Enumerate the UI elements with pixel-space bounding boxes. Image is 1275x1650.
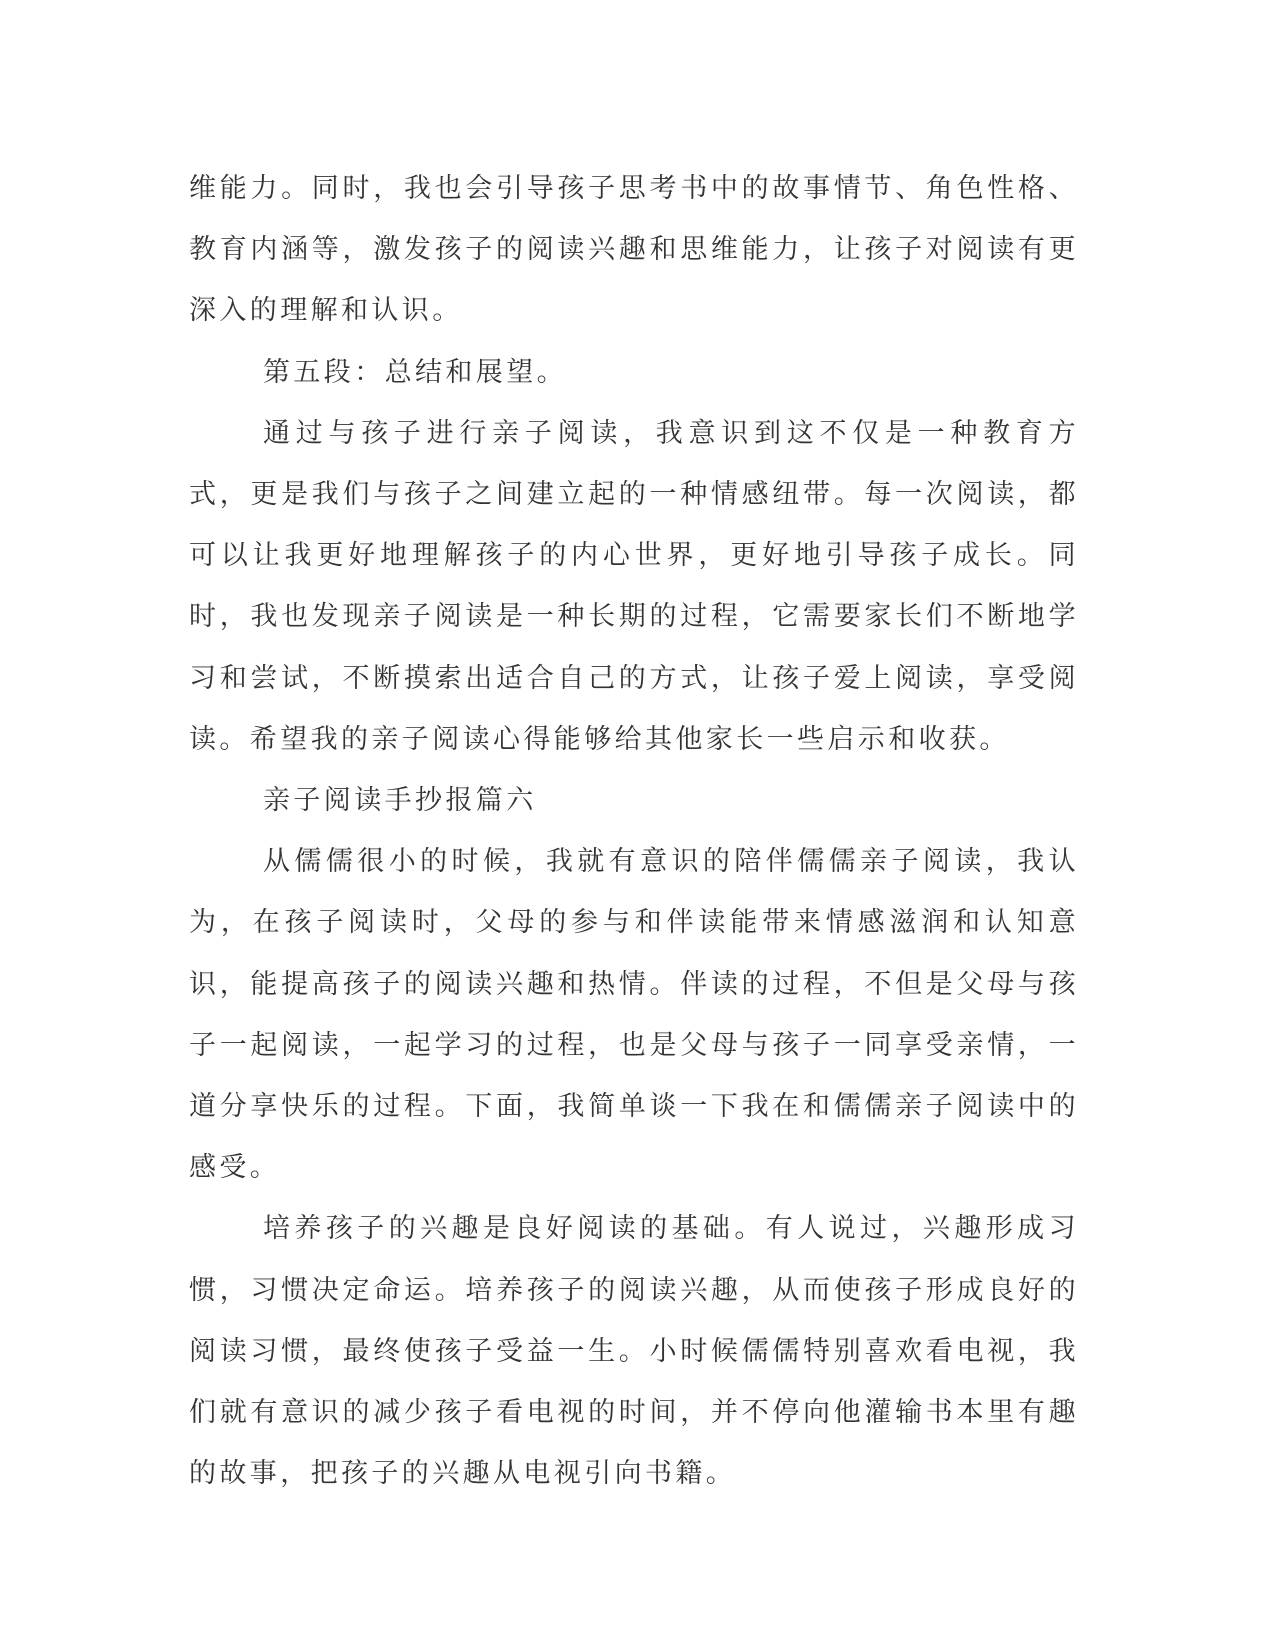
paragraph-continuation: 维能力。同时，我也会引导孩子思考书中的故事情节、角色性格、教育内涵等，激发孩子的阅读兴趣和思维能力，让孩子对阅读有更深入的理解和认识。: [189, 173, 1079, 327]
document-body: [189, 158, 1079, 1504]
paragraph-intro: 从儒儒很小的时候，我就有意识的陪伴儒儒亲子阅读，我认为，在孩子阅读时，父母的参与和伴读能带来情感滋润和认知意识，能提高孩子的阅读兴趣和热情。伴读的过程，不但是父母与孩子一起阅读，一起学习的过程，也是父母与孩子一同享受亲情，一道分享快乐的过程。下面，我简单谈一下我在和儒儒亲子阅读中的感受。: [189, 846, 1079, 1184]
section-heading-article-six: 亲子阅读手抄报篇六: [263, 785, 537, 817]
paragraph-interest: 培养孩子的兴趣是良好阅读的基础。有人说过，兴趣形成习惯，习惯决定命运。培养孩子的阅读兴趣，从而使孩子形成良好的阅读习惯，最终使孩子受益一生。小时候儒儒特别喜欢看电视，我们就有意识的减少孩子看电视的时间，并不停向他灌输书本里有趣的故事，把孩子的兴趣从电视引向书籍。: [189, 1213, 1079, 1490]
paragraph-summary: 通过与孩子进行亲子阅读，我意识到这不仅是一种教育方式，更是我们与孩子之间建立起的一种情感纽带。每一次阅读，都可以让我更好地理解孩子的内心世界，更好地引导孩子成长。同时，我也发现亲子阅读是一种长期的过程，它需要家长们不断地学习和尝试，不断摸索出适合自己的方式，让孩子爱上阅读，享受阅读。希望我的亲子阅读心得能够给其他家长一些启示和收获。: [189, 417, 1079, 755]
section-heading-part-five: 第五段：总结和展望。: [263, 356, 567, 388]
